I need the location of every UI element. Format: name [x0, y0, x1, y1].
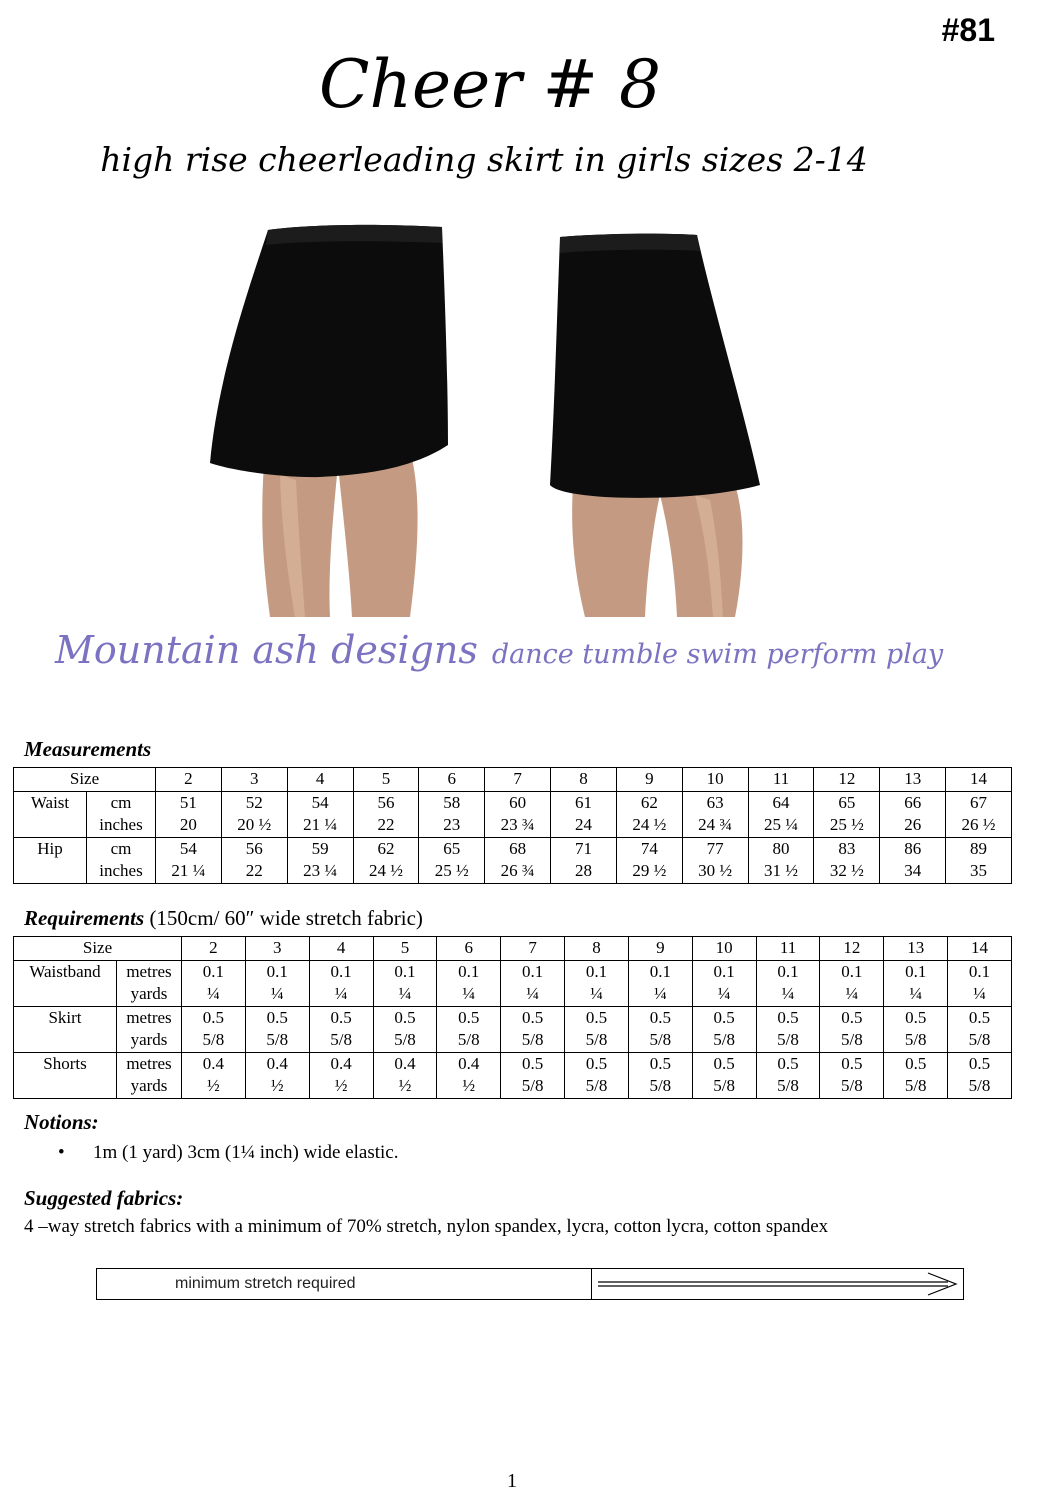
cell-value: 0.1 — [458, 961, 480, 981]
cell-value: ¼ — [398, 984, 412, 1003]
cell-value: 0.5 — [841, 1053, 863, 1073]
unit-label: yards — [130, 1076, 168, 1095]
table-cell — [182, 960, 246, 1006]
size-column-header: 4 — [309, 937, 373, 961]
cell-value: 5/8 — [777, 1030, 799, 1049]
size-column-header: 10 — [692, 937, 756, 961]
table-cell — [628, 1006, 692, 1052]
size-column-header: 2 — [182, 937, 246, 961]
cell-value: 25 ¼ — [764, 815, 799, 834]
unit-label: yards — [130, 1030, 168, 1049]
table-cell — [353, 837, 419, 883]
cell-value: 0.5 — [905, 1007, 927, 1027]
brand-tagline: dance tumble swim perform play — [491, 639, 944, 670]
row-label: Waist — [14, 791, 87, 837]
size-column-header: 6 — [419, 768, 485, 792]
table-cell — [245, 960, 309, 1006]
table-cell — [221, 791, 287, 837]
row-label: Hip — [14, 837, 87, 883]
cell-value: 0.4 — [266, 1053, 288, 1073]
cell-value: ¼ — [590, 984, 603, 1003]
table-row — [14, 1006, 1012, 1052]
cell-value: 0.5 — [585, 1053, 608, 1073]
cell-value: 5/8 — [585, 1030, 608, 1049]
cell-value: 21 ¼ — [171, 861, 206, 880]
cell-value: 74 — [640, 838, 658, 858]
table-cell — [309, 960, 373, 1006]
page-title: Cheer # 8 — [319, 46, 661, 123]
cell-value: 23 ¾ — [500, 815, 535, 834]
table-cell — [692, 960, 756, 1006]
cell-value: 54 — [179, 838, 197, 858]
table-cell — [353, 791, 419, 837]
pattern-number: #81 — [941, 12, 995, 48]
table-cell — [884, 1052, 948, 1098]
cell-value: 65 — [443, 838, 461, 858]
fabrics-text: 4 –way stretch fabrics with a minimum of 70% stretch, nylon spandex, lycra, cotton lycra, cotton spandex — [24, 1216, 829, 1237]
cell-value: 0.5 — [522, 1007, 544, 1027]
page-subtitle: high rise cheerleading skirt in girls sizes 2-14 — [100, 140, 868, 179]
cell-value: 0.1 — [713, 961, 735, 981]
cell-value: 0.5 — [777, 1007, 799, 1027]
cell-value: ½ — [398, 1076, 412, 1095]
table-cell — [946, 837, 1012, 883]
cell-value: ¼ — [334, 984, 348, 1003]
unit-cell — [117, 1006, 182, 1052]
table-cell — [485, 837, 551, 883]
cell-value: 26 — [904, 815, 922, 834]
cell-value: 20 ½ — [237, 815, 272, 834]
cell-value: 63 — [706, 792, 724, 812]
table-cell — [682, 791, 748, 837]
cell-value: 71 — [574, 838, 592, 858]
table-cell — [946, 791, 1012, 837]
table-cell — [628, 960, 692, 1006]
table-cell — [880, 837, 946, 883]
skirt-front-photo — [210, 195, 454, 617]
cell-value: 5/8 — [904, 1076, 927, 1095]
unit-cell — [87, 837, 156, 883]
size-column-header: 14 — [946, 768, 1012, 792]
cell-value: ¼ — [973, 984, 986, 1003]
table-cell — [309, 1052, 373, 1098]
table-cell — [616, 791, 682, 837]
cell-value: 5/8 — [777, 1076, 799, 1095]
row-label: Shorts — [14, 1052, 117, 1098]
table-cell — [692, 1052, 756, 1098]
brand-name: Mountain ash designs — [55, 628, 478, 672]
cell-value: 56 — [377, 792, 395, 812]
table-cell — [373, 1006, 437, 1052]
table-cell — [373, 1052, 437, 1098]
cell-value: 29 ½ — [632, 861, 667, 880]
unit-label: metres — [126, 961, 172, 981]
page-number: 1 — [507, 1470, 517, 1492]
size-header: Size — [14, 937, 182, 961]
table-cell — [287, 791, 353, 837]
cell-value: 5/8 — [585, 1076, 608, 1095]
cell-value: ½ — [270, 1076, 284, 1095]
cell-value: 0.5 — [585, 1007, 608, 1027]
size-column-header: 8 — [551, 768, 617, 792]
cell-value: ½ — [207, 1076, 220, 1095]
table-row — [14, 960, 1012, 1006]
cell-value: 31 ½ — [764, 861, 799, 880]
size-column-header: 8 — [565, 937, 629, 961]
cell-value: 0.5 — [777, 1053, 799, 1073]
table-cell — [182, 1006, 246, 1052]
cell-value: 28 — [574, 861, 592, 880]
cell-value: 0.1 — [841, 961, 863, 981]
cell-value: 0.4 — [330, 1053, 352, 1073]
size-column-header: 3 — [245, 937, 309, 961]
table-cell — [756, 1052, 820, 1098]
cell-value: 5/8 — [521, 1030, 544, 1049]
table-cell — [221, 837, 287, 883]
size-column-header: 11 — [756, 937, 820, 961]
table-cell — [437, 960, 501, 1006]
size-column-header: 13 — [884, 937, 948, 961]
cell-value: 0.5 — [968, 1007, 991, 1027]
cell-value: 25 ½ — [434, 861, 469, 880]
table-cell — [628, 1052, 692, 1098]
fabrics-heading: Suggested fabrics: — [24, 1186, 184, 1210]
cell-value: ¼ — [845, 984, 859, 1003]
cell-value: 54 — [311, 792, 329, 812]
cell-value: 62 — [640, 792, 658, 812]
table-cell — [565, 960, 629, 1006]
cell-value: 0.5 — [394, 1007, 416, 1027]
table-cell — [551, 837, 617, 883]
cell-value: ¼ — [653, 984, 667, 1003]
table-row — [14, 837, 1012, 883]
cell-value: ½ — [334, 1076, 348, 1095]
size-column-header: 10 — [682, 768, 748, 792]
cell-value: 0.5 — [649, 1053, 671, 1073]
cell-value: 23 — [443, 815, 461, 834]
cell-value: ¼ — [462, 984, 476, 1003]
cell-value: 21 ¼ — [303, 815, 338, 834]
requirements-note: (150cm/ 60″ wide stretch fabric) — [149, 906, 423, 930]
measurements-heading: Measurements — [24, 737, 152, 761]
unit-cell — [117, 960, 182, 1006]
cell-value: 22 — [377, 815, 395, 834]
table-cell — [565, 1052, 629, 1098]
list-item — [58, 1142, 398, 1164]
table-cell — [501, 960, 565, 1006]
cell-value: 0.1 — [585, 961, 608, 981]
table-cell — [820, 960, 884, 1006]
table-header-row — [14, 937, 1012, 961]
table-cell — [419, 791, 485, 837]
cell-value: 0.5 — [649, 1007, 671, 1027]
size-column-header: 7 — [501, 937, 565, 961]
cell-value: 61 — [574, 792, 592, 812]
cell-value: 5/8 — [521, 1076, 544, 1095]
cell-value: 5/8 — [330, 1030, 352, 1049]
table-cell — [756, 960, 820, 1006]
cell-value: 5/8 — [840, 1076, 863, 1095]
cell-value: 0.5 — [202, 1007, 225, 1027]
cell-value: ¼ — [909, 984, 923, 1003]
table-header-row — [14, 768, 1012, 792]
cell-value: ¼ — [717, 984, 731, 1003]
cell-value: 77 — [706, 838, 724, 858]
cell-value: 5/8 — [457, 1030, 480, 1049]
cell-value: 26 ¾ — [500, 861, 535, 880]
cell-value: 0.5 — [841, 1007, 863, 1027]
requirements-title: Requirements — [24, 906, 145, 930]
stretch-label: minimum stretch required — [175, 1275, 356, 1292]
unit-label: metres — [126, 1007, 172, 1027]
table-cell — [287, 837, 353, 883]
stretch-guide — [96, 1268, 964, 1300]
cell-value: 65 — [838, 792, 856, 812]
table-cell — [814, 791, 880, 837]
size-column-header: 5 — [373, 937, 437, 961]
cell-value: 83 — [838, 838, 856, 858]
table-cell — [820, 1006, 884, 1052]
cell-value: 60 — [509, 792, 527, 812]
table-cell — [948, 1052, 1012, 1098]
cell-value: 0.1 — [202, 961, 225, 981]
cell-value: 0.1 — [649, 961, 671, 981]
table-cell — [551, 791, 617, 837]
cell-value: 5/8 — [202, 1030, 225, 1049]
table-cell — [419, 837, 485, 883]
table-cell — [437, 1006, 501, 1052]
cell-value: 0.1 — [777, 961, 799, 981]
right-arrow-icon — [592, 1269, 964, 1299]
table-cell — [748, 837, 814, 883]
cell-value: 0.1 — [394, 961, 416, 981]
cell-value: 5/8 — [713, 1030, 736, 1049]
cell-value: 0.5 — [968, 1053, 991, 1073]
cell-value: 58 — [443, 792, 461, 812]
cell-value: ¼ — [526, 984, 540, 1003]
cell-value: 0.5 — [905, 1053, 927, 1073]
table-cell — [616, 837, 682, 883]
brand-line — [55, 628, 943, 672]
cell-value: ¼ — [781, 984, 795, 1003]
size-column-header: 3 — [221, 768, 287, 792]
cell-value: 25 ½ — [829, 815, 864, 834]
size-column-header: 5 — [353, 768, 419, 792]
cell-value: 52 — [245, 792, 263, 812]
cell-value: ½ — [462, 1076, 476, 1095]
table-cell — [485, 791, 551, 837]
unit-label: metres — [126, 1053, 172, 1073]
table-cell — [501, 1052, 565, 1098]
size-header: Size — [14, 768, 156, 792]
row-label: Skirt — [14, 1006, 117, 1052]
table-cell — [373, 960, 437, 1006]
size-column-header: 13 — [880, 768, 946, 792]
cell-value: 24 ¾ — [698, 815, 733, 834]
table-cell — [820, 1052, 884, 1098]
cell-value: 0.5 — [458, 1007, 480, 1027]
skirt-back-photo — [545, 195, 789, 617]
cell-value: 66 — [904, 792, 922, 812]
cell-value: 62 — [377, 838, 395, 858]
cell-value: 56 — [245, 838, 263, 858]
cell-value: 5/8 — [840, 1030, 863, 1049]
size-column-header: 2 — [156, 768, 222, 792]
requirements-heading — [24, 906, 423, 931]
cell-value: 0.5 — [330, 1007, 352, 1027]
cell-value: 0.5 — [713, 1007, 735, 1027]
cell-value: 35 — [970, 861, 988, 880]
cell-value: 0.1 — [266, 961, 288, 981]
cell-value: 0.5 — [522, 1053, 544, 1073]
table-cell — [245, 1006, 309, 1052]
cell-value: 24 — [574, 815, 592, 834]
table-cell — [309, 1006, 373, 1052]
cell-value: 5/8 — [649, 1030, 672, 1049]
size-column-header: 7 — [485, 768, 551, 792]
unit-cell — [87, 791, 156, 837]
size-column-header: 11 — [748, 768, 814, 792]
cell-value: 34 — [904, 861, 922, 880]
cell-value: 20 — [179, 815, 197, 834]
size-column-header: 14 — [948, 937, 1012, 961]
cell-value: 89 — [970, 838, 988, 858]
table-row — [14, 791, 1012, 837]
notions-list — [58, 1142, 398, 1164]
cell-value: 0.5 — [713, 1053, 735, 1073]
table-cell — [814, 837, 880, 883]
cell-value: 0.5 — [266, 1007, 288, 1027]
table-cell — [245, 1052, 309, 1098]
cell-value: 64 — [772, 792, 790, 812]
cell-value: 51 — [179, 792, 197, 812]
table-cell — [756, 1006, 820, 1052]
cell-value: 67 — [970, 792, 988, 812]
cell-value: 22 — [245, 861, 263, 880]
bullet-icon: • — [58, 1142, 65, 1163]
unit-label: yards — [130, 984, 168, 1003]
table-cell — [948, 960, 1012, 1006]
table-cell — [156, 791, 222, 837]
size-column-header: 12 — [820, 937, 884, 961]
cell-value: 5/8 — [968, 1030, 991, 1049]
size-column-header: 9 — [616, 768, 682, 792]
cell-value: 5/8 — [904, 1030, 927, 1049]
cell-value: 23 ¼ — [303, 861, 338, 880]
table-cell — [948, 1006, 1012, 1052]
cell-value: 32 ½ — [829, 861, 864, 880]
cell-value: 0.4 — [202, 1053, 225, 1073]
cell-value: 0.1 — [522, 961, 544, 981]
cell-value: 5/8 — [266, 1030, 289, 1049]
cell-value: ¼ — [270, 984, 284, 1003]
cell-value: 68 — [509, 838, 527, 858]
requirements-table — [13, 936, 1012, 1099]
unit-label: cm — [110, 838, 132, 858]
size-column-header: 12 — [814, 768, 880, 792]
cell-value: 0.1 — [905, 961, 927, 981]
cell-value: 30 ½ — [698, 861, 733, 880]
cell-value: 59 — [311, 838, 329, 858]
table-cell — [884, 960, 948, 1006]
cell-value: 0.1 — [330, 961, 352, 981]
cell-value: 80 — [772, 838, 790, 858]
size-column-header: 6 — [437, 937, 501, 961]
cell-value: 86 — [904, 838, 922, 858]
size-column-header: 4 — [287, 768, 353, 792]
cell-value: 5/8 — [968, 1076, 991, 1095]
cell-value: 0.1 — [968, 961, 991, 981]
table-cell — [692, 1006, 756, 1052]
cell-value: 0.4 — [458, 1053, 480, 1073]
table-cell — [437, 1052, 501, 1098]
unit-label: cm — [110, 792, 132, 812]
table-cell — [682, 837, 748, 883]
table-cell — [501, 1006, 565, 1052]
table-cell — [880, 791, 946, 837]
cell-value: ¼ — [207, 984, 220, 1003]
table-cell — [156, 837, 222, 883]
table-cell — [748, 791, 814, 837]
table-cell — [182, 1052, 246, 1098]
unit-cell — [117, 1052, 182, 1098]
table-cell — [884, 1006, 948, 1052]
table-cell — [565, 1006, 629, 1052]
measurements-table — [13, 767, 1012, 884]
cell-value: 0.4 — [394, 1053, 416, 1073]
row-label: Waistband — [14, 960, 117, 1006]
notions-heading: Notions: — [24, 1110, 99, 1134]
cell-value: 5/8 — [713, 1076, 736, 1095]
cell-value: 24 ½ — [632, 815, 667, 834]
size-column-header: 9 — [628, 937, 692, 961]
table-row — [14, 1052, 1012, 1098]
cell-value: 24 ½ — [368, 861, 403, 880]
cell-value: 26 ½ — [961, 815, 996, 834]
notion-text: 1m (1 yard) 3cm (1¼ inch) wide elastic. — [93, 1142, 399, 1163]
cell-value: 5/8 — [649, 1076, 672, 1095]
unit-label: inches — [99, 815, 143, 834]
unit-label: inches — [99, 861, 143, 880]
cell-value: 5/8 — [394, 1030, 416, 1049]
